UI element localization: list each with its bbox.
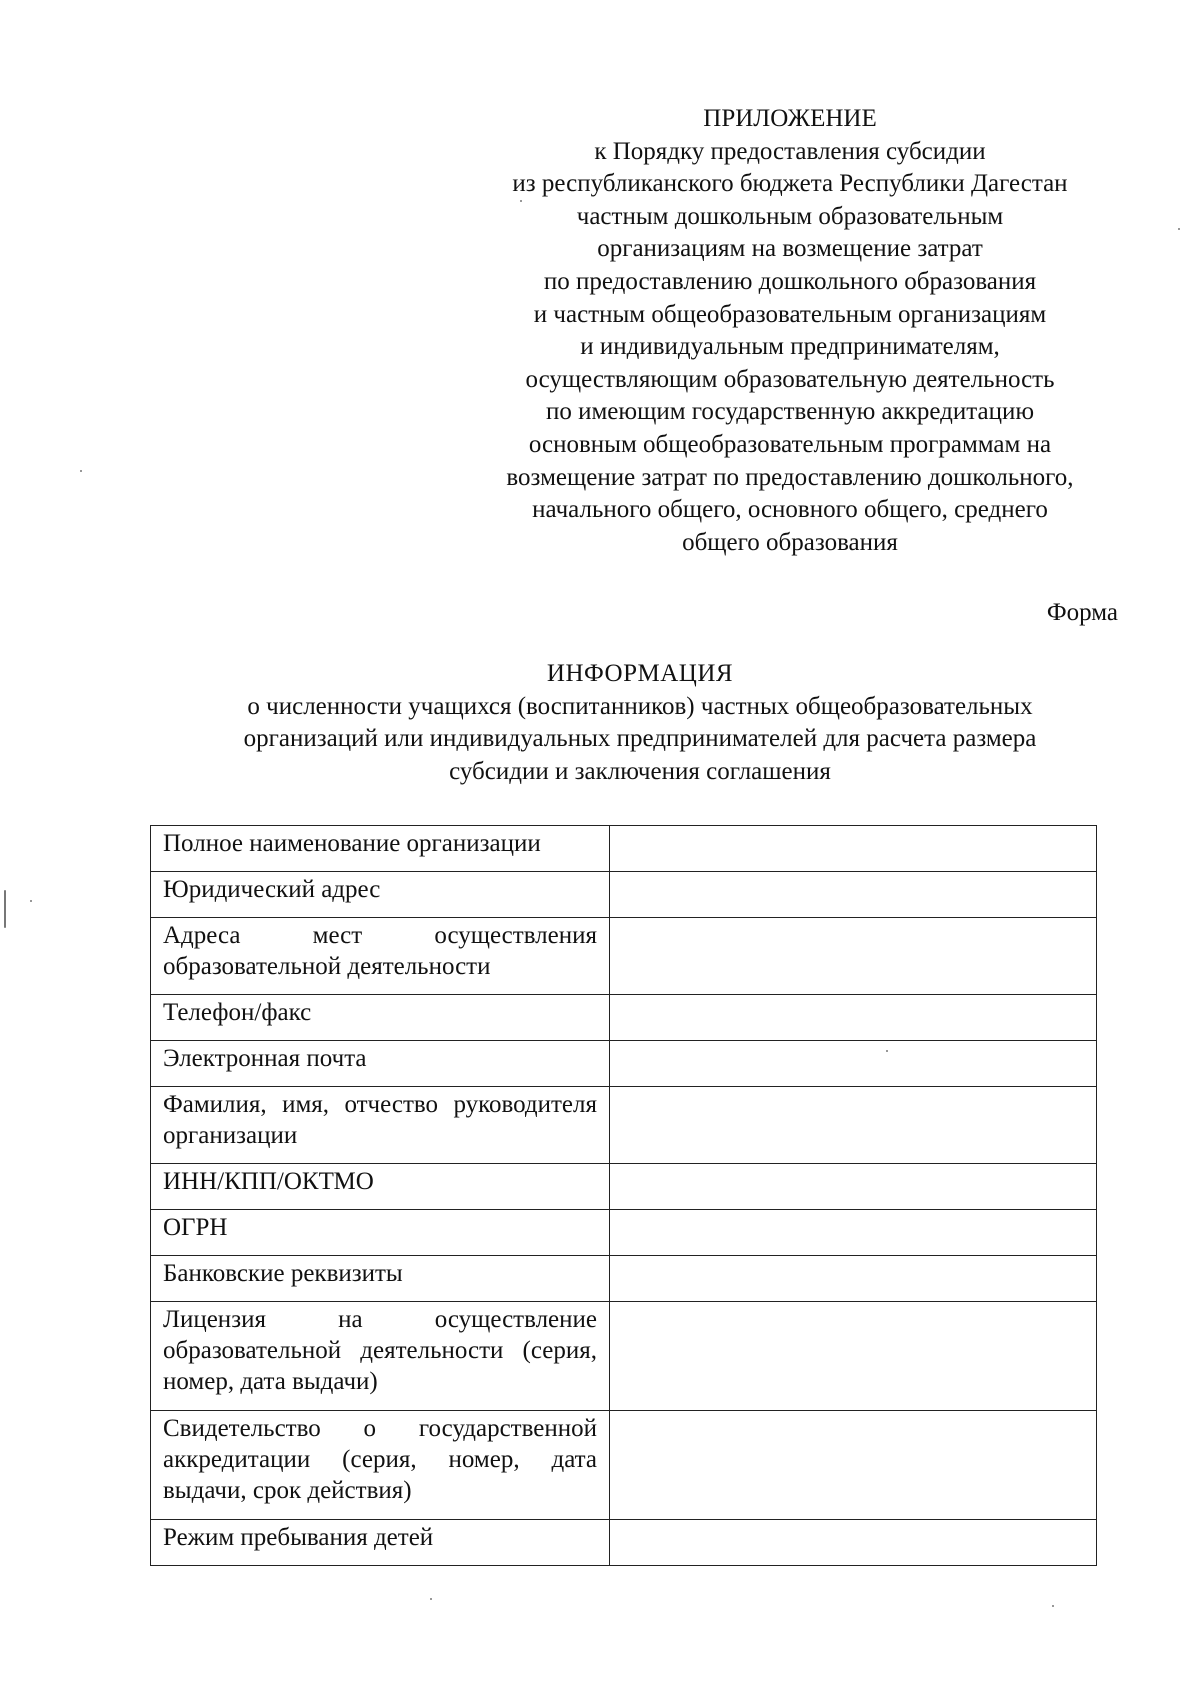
row-label: Юридический адрес xyxy=(151,872,610,918)
table-row xyxy=(151,1164,1097,1210)
row-label: ИНН/КПП/ОКТМО xyxy=(151,1164,610,1210)
scan-speck xyxy=(30,900,32,902)
table-row xyxy=(151,826,1097,872)
row-value-cell[interactable] xyxy=(610,1041,1097,1087)
table-row xyxy=(151,1087,1097,1164)
appendix-title: ПРИЛОЖЕНИЕ xyxy=(703,105,877,132)
row-value-cell[interactable] xyxy=(610,1164,1097,1210)
row-value-cell[interactable] xyxy=(610,918,1097,995)
appendix-line: осуществляющим образовательную деятельность xyxy=(525,365,1055,393)
appendix-line: из республиканского бюджета Республики Дагестан xyxy=(512,170,1068,198)
scan-speck xyxy=(4,890,6,928)
row-value-cell[interactable] xyxy=(610,995,1097,1041)
scan-speck xyxy=(430,1598,432,1600)
appendix-line: и частным общеобразовательным организациям xyxy=(533,300,1047,328)
row-value-cell[interactable] xyxy=(610,872,1097,918)
row-label: ОГРН xyxy=(151,1210,610,1256)
appendix-line: возмещение затрат по предоставлению дошкольного, xyxy=(506,463,1074,491)
scan-speck xyxy=(80,470,82,472)
scan-speck xyxy=(1178,228,1180,230)
row-label: Полное наименование организации xyxy=(151,826,610,872)
appendix-header xyxy=(440,103,1140,559)
row-value-cell[interactable] xyxy=(610,1520,1097,1566)
row-label: Свидетельство о государственной аккредитации (серия, номер, дата выдачи, срок действия) xyxy=(151,1411,610,1520)
row-value-cell[interactable] xyxy=(610,1256,1097,1302)
row-value-cell[interactable] xyxy=(610,1210,1097,1256)
row-label: Электронная почта xyxy=(151,1041,610,1087)
scan-speck xyxy=(1052,1605,1054,1607)
appendix-line: общего образования xyxy=(682,528,898,556)
form-label: Форма xyxy=(1046,599,1118,626)
table-row xyxy=(151,1520,1097,1566)
scan-speck xyxy=(520,200,522,202)
appendix-line: частным дошкольным образовательным xyxy=(576,202,1004,230)
appendix-line: по имеющим государственную аккредитацию xyxy=(545,398,1035,426)
row-label: Фамилия, имя, отчество руководителя организации xyxy=(151,1087,610,1164)
row-label: Режим пребывания детей xyxy=(151,1520,610,1566)
row-value-cell[interactable] xyxy=(610,826,1097,872)
row-value-cell[interactable] xyxy=(610,1302,1097,1411)
row-label: Лицензия на осуществление образовательной деятельности (серия, номер, дата выдачи) xyxy=(151,1302,610,1411)
row-label: Телефон/факс xyxy=(151,995,610,1041)
info-subtitle-line: субсидии и заключения соглашения xyxy=(449,757,831,785)
table-row xyxy=(151,918,1097,995)
info-title: ИНФОРМАЦИЯ xyxy=(546,660,734,687)
scan-speck xyxy=(886,1050,888,1052)
appendix-line: к Порядку предоставления субсидии xyxy=(594,137,986,165)
row-label: Адреса мест осуществления образовательной деятельности xyxy=(151,918,610,995)
info-subtitle-line: организаций или индивидуальных предпринимателей для расчета размера xyxy=(243,725,1037,752)
table-row xyxy=(151,1256,1097,1302)
table-row xyxy=(151,1210,1097,1256)
appendix-line: основным общеобразовательным программам на xyxy=(528,430,1052,458)
table-row xyxy=(151,872,1097,918)
row-label: Банковские реквизиты xyxy=(151,1256,610,1302)
row-value-cell[interactable] xyxy=(610,1411,1097,1520)
appendix-line: по предоставлению дошкольного образования xyxy=(543,267,1037,295)
table-row xyxy=(151,995,1097,1041)
appendix-line: и индивидуальным предпринимателям, xyxy=(580,333,1000,361)
row-value-cell[interactable] xyxy=(610,1087,1097,1164)
table-row xyxy=(151,1302,1097,1411)
appendix-line: организациям на возмещение затрат xyxy=(597,235,983,263)
info-subtitle-line: о численности учащихся (воспитанников) частных общеобразовательных xyxy=(247,692,1033,720)
table-row xyxy=(151,1041,1097,1087)
table-row xyxy=(151,1411,1097,1520)
info-table xyxy=(150,825,1097,1566)
info-heading xyxy=(140,658,1140,788)
appendix-line: начального общего, основного общего, среднего xyxy=(532,496,1048,524)
